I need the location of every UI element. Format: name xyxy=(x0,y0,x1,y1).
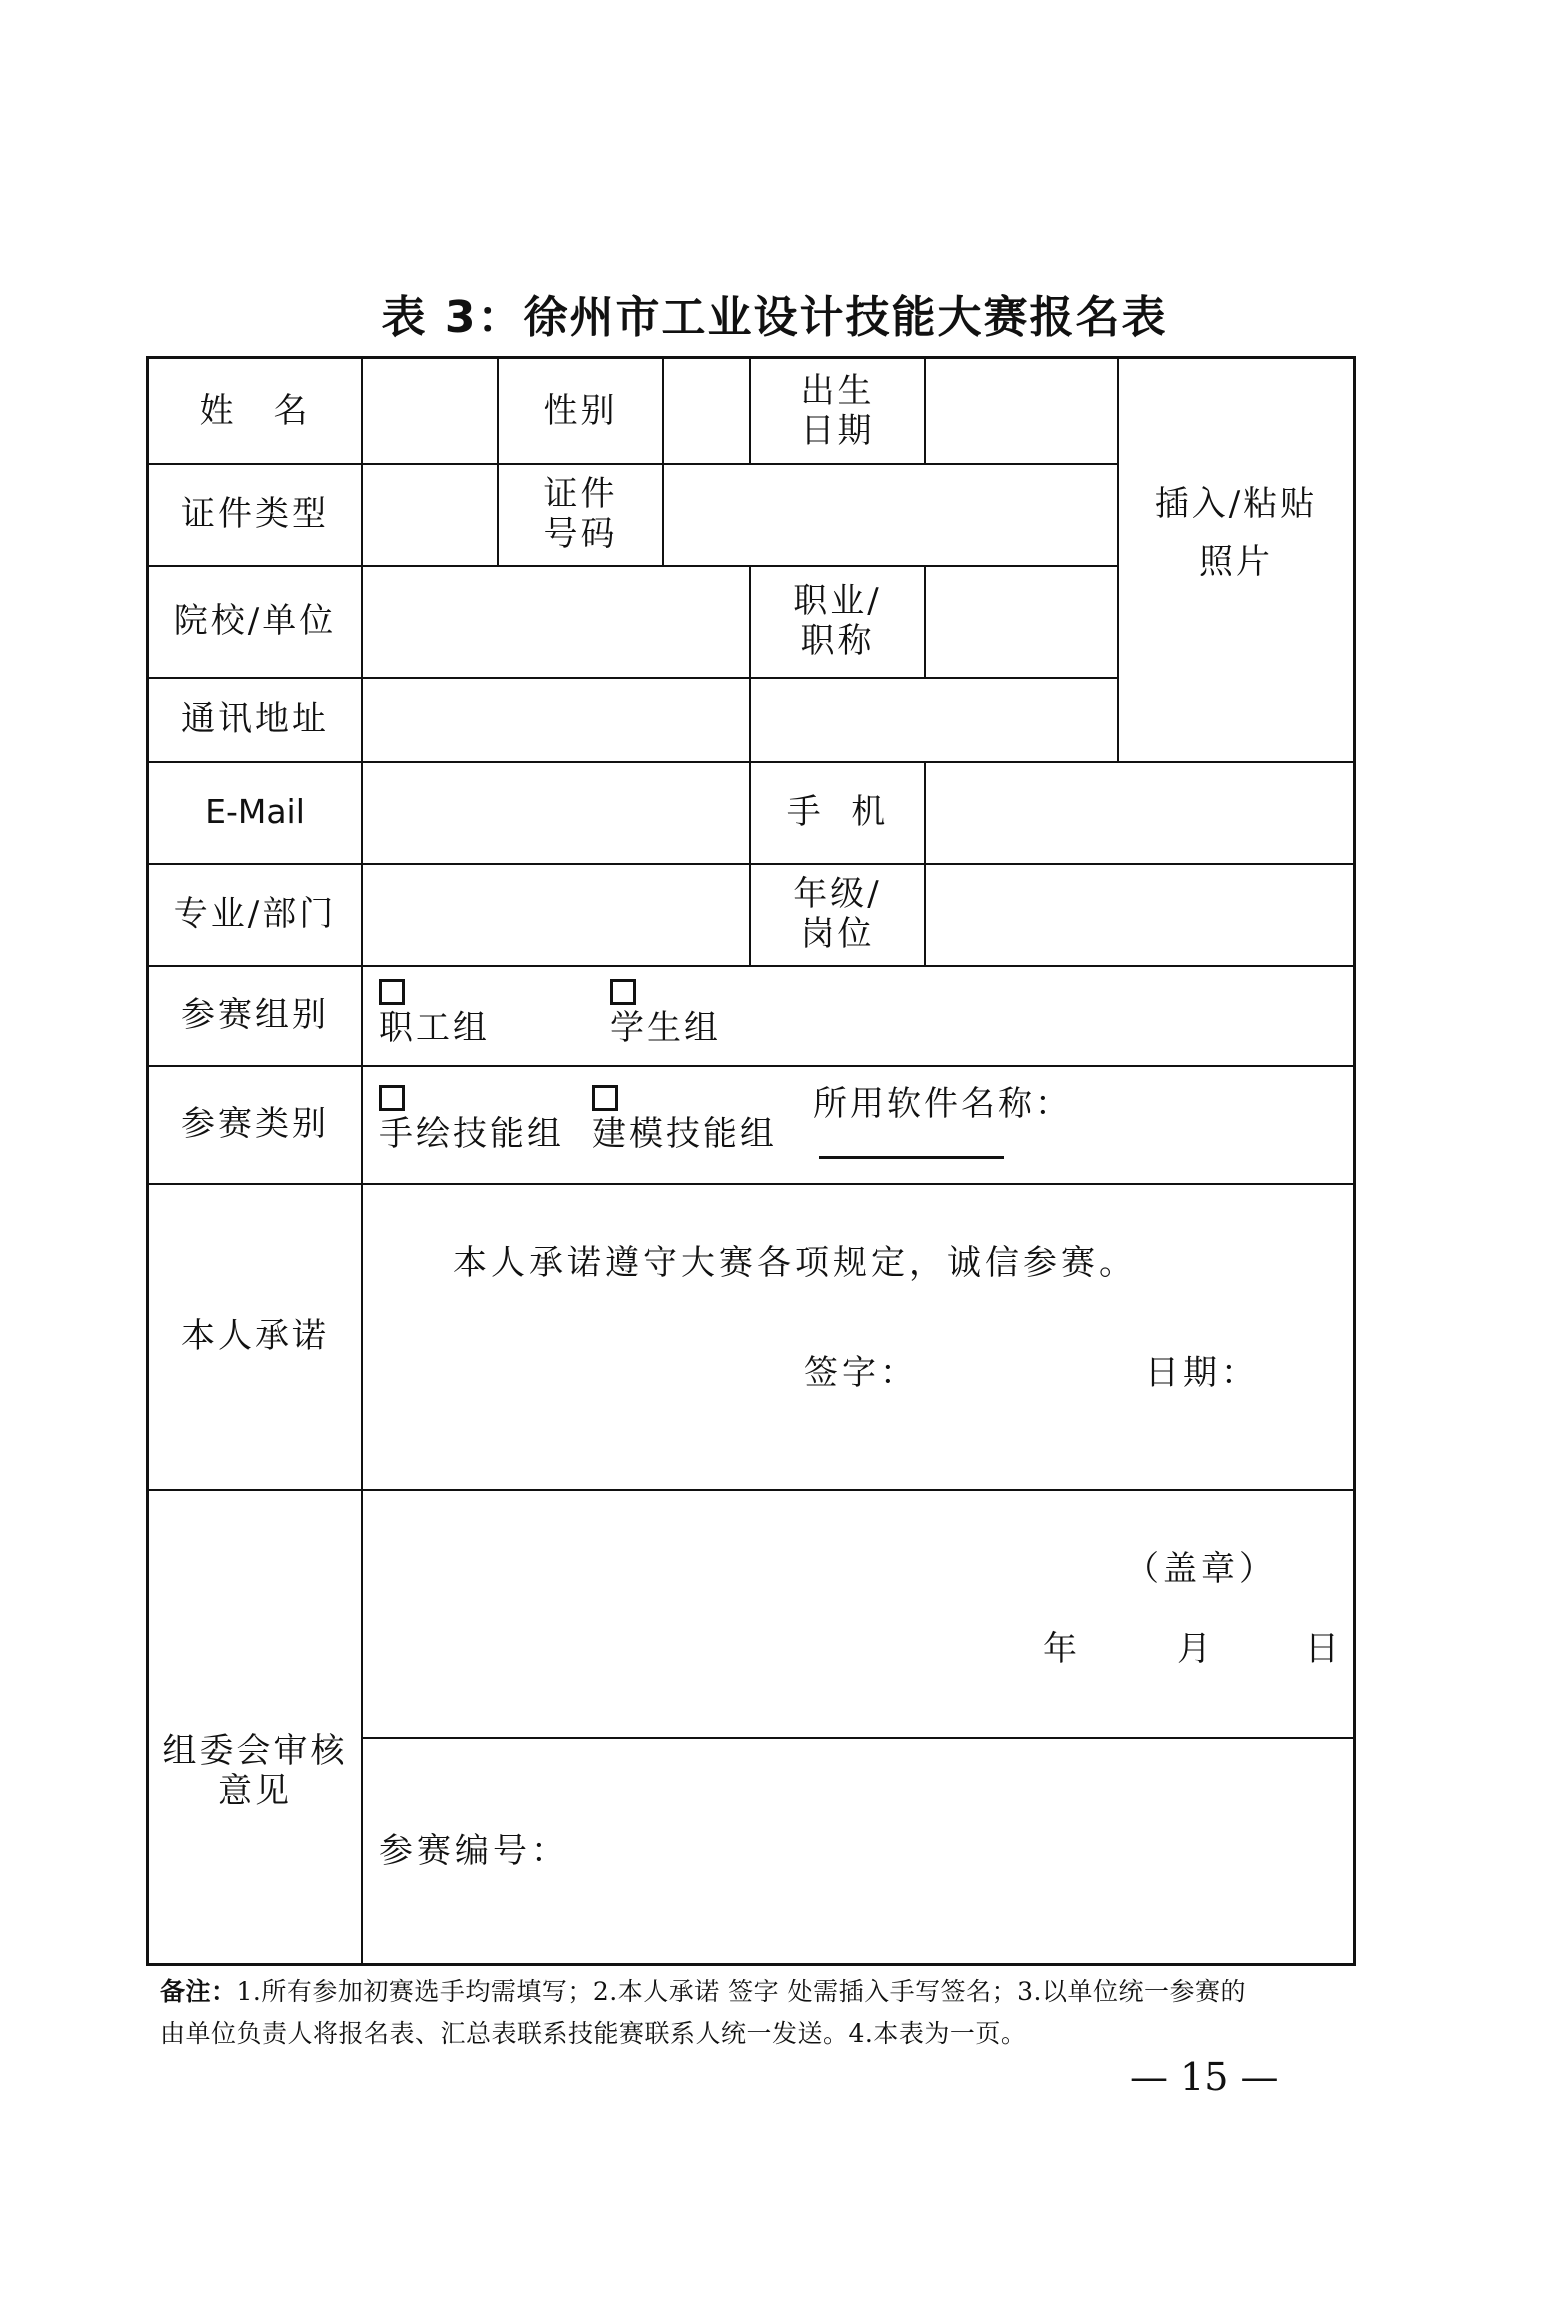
mobile-label: 手 机 xyxy=(786,792,889,832)
group-options xyxy=(379,965,1349,1065)
category-option-modeling[interactable] xyxy=(592,1088,777,1154)
checkbox-icon[interactable] xyxy=(610,979,636,1005)
email-label: E-Mail xyxy=(205,792,305,831)
grade-label-line1: 年级/ xyxy=(793,874,882,914)
job-label-line2: 职称 xyxy=(800,621,875,661)
year-label: 年 xyxy=(1043,1629,1081,1669)
gender-field[interactable] xyxy=(664,359,749,463)
address-label: 通讯地址 xyxy=(181,699,329,739)
software-name-blank[interactable] xyxy=(819,1124,1004,1159)
review-label-line1: 组委会审核 xyxy=(162,1731,348,1771)
notes-prefix: 备注： xyxy=(160,1977,237,2006)
review-label xyxy=(149,1489,361,1963)
grade-field[interactable] xyxy=(926,863,1353,965)
entry-number-label: 参赛编号： xyxy=(379,1831,569,1871)
school-label: 院校/单位 xyxy=(173,601,337,641)
job-title-label xyxy=(751,565,924,677)
software-label: 所用软件名称： xyxy=(813,1083,1072,1124)
school-field[interactable] xyxy=(363,565,749,677)
photo-label-line2: 照片 xyxy=(1199,541,1273,582)
group-option-staff[interactable] xyxy=(379,982,490,1048)
category-option-hand-drawing-label: 手绘技能组 xyxy=(379,1114,564,1154)
id-no-label-line2: 号码 xyxy=(543,514,618,554)
page-number: — 15 — xyxy=(1130,2055,1279,2099)
mobile-field[interactable] xyxy=(926,761,1353,863)
birth-date-field[interactable] xyxy=(926,359,1117,463)
birth-label-line1: 出生 xyxy=(800,371,875,411)
registration-form-table xyxy=(146,356,1356,1966)
category-option-hand-drawing[interactable] xyxy=(379,1088,564,1154)
grade-label-line2: 岗位 xyxy=(800,914,875,954)
name-label: 姓 名 xyxy=(199,391,311,431)
photo-label-line1: 插入/粘贴 xyxy=(1154,483,1318,524)
major-field[interactable] xyxy=(363,863,749,965)
grade-label xyxy=(751,863,924,965)
gender-label: 性别 xyxy=(543,391,618,431)
category-option-modeling-label: 建模技能组 xyxy=(592,1114,777,1154)
sign-label: 签字： xyxy=(804,1353,918,1393)
id-number-label xyxy=(499,463,662,565)
form-title: 表 3：徐州市工业设计技能大赛报名表 xyxy=(381,292,1168,343)
group-option-student[interactable] xyxy=(610,982,721,1048)
checkbox-icon[interactable] xyxy=(592,1085,618,1111)
job-label-line1: 职业/ xyxy=(793,581,882,621)
seal-label: （盖章） xyxy=(1125,1549,1277,1589)
name-field[interactable] xyxy=(363,359,497,463)
major-label: 专业/部门 xyxy=(173,894,337,934)
checkbox-icon[interactable] xyxy=(379,979,405,1005)
photo-slot[interactable] xyxy=(1119,359,1353,761)
checkbox-icon[interactable] xyxy=(379,1085,405,1111)
birth-date-label xyxy=(751,359,924,463)
group-option-student-label: 学生组 xyxy=(610,1008,721,1048)
id-number-field[interactable] xyxy=(664,463,1117,565)
notes-line-2: 由单位负责人将报名表、汇总表联系技能赛联系人统一发送。4.本表为一页。 xyxy=(160,2019,1027,2048)
review-label-line2: 意见 xyxy=(218,1771,292,1811)
group-option-staff-label: 职工组 xyxy=(379,1008,490,1048)
notes-text-1: 1.所有参加初赛选手均需填写；2.本人承诺 签字 处需插入手写签名；3.以单位统一参赛的 xyxy=(236,1977,1246,2006)
month-label: 月 xyxy=(1177,1629,1215,1669)
category-label: 参赛类别 xyxy=(181,1104,329,1144)
address-field[interactable] xyxy=(363,677,1117,761)
pledge-date-label: 日期： xyxy=(1145,1353,1259,1393)
job-title-field[interactable] xyxy=(926,565,1117,677)
id-no-label-line1: 证件 xyxy=(543,474,618,514)
pledge-text: 本人承诺遵守大赛各项规定，诚信参赛。 xyxy=(453,1243,1137,1283)
group-label: 参赛组别 xyxy=(181,995,329,1035)
software-name xyxy=(813,1084,1072,1159)
day-label: 日 xyxy=(1305,1629,1343,1669)
notes-line-1 xyxy=(160,1972,1360,2012)
birth-label-line2: 日期 xyxy=(800,411,875,451)
pledge-label: 本人承诺 xyxy=(181,1316,329,1356)
email-field[interactable] xyxy=(363,761,749,863)
category-options xyxy=(379,1065,1349,1177)
id-type-field[interactable] xyxy=(363,463,497,565)
id-type-label: 证件类型 xyxy=(181,494,329,534)
